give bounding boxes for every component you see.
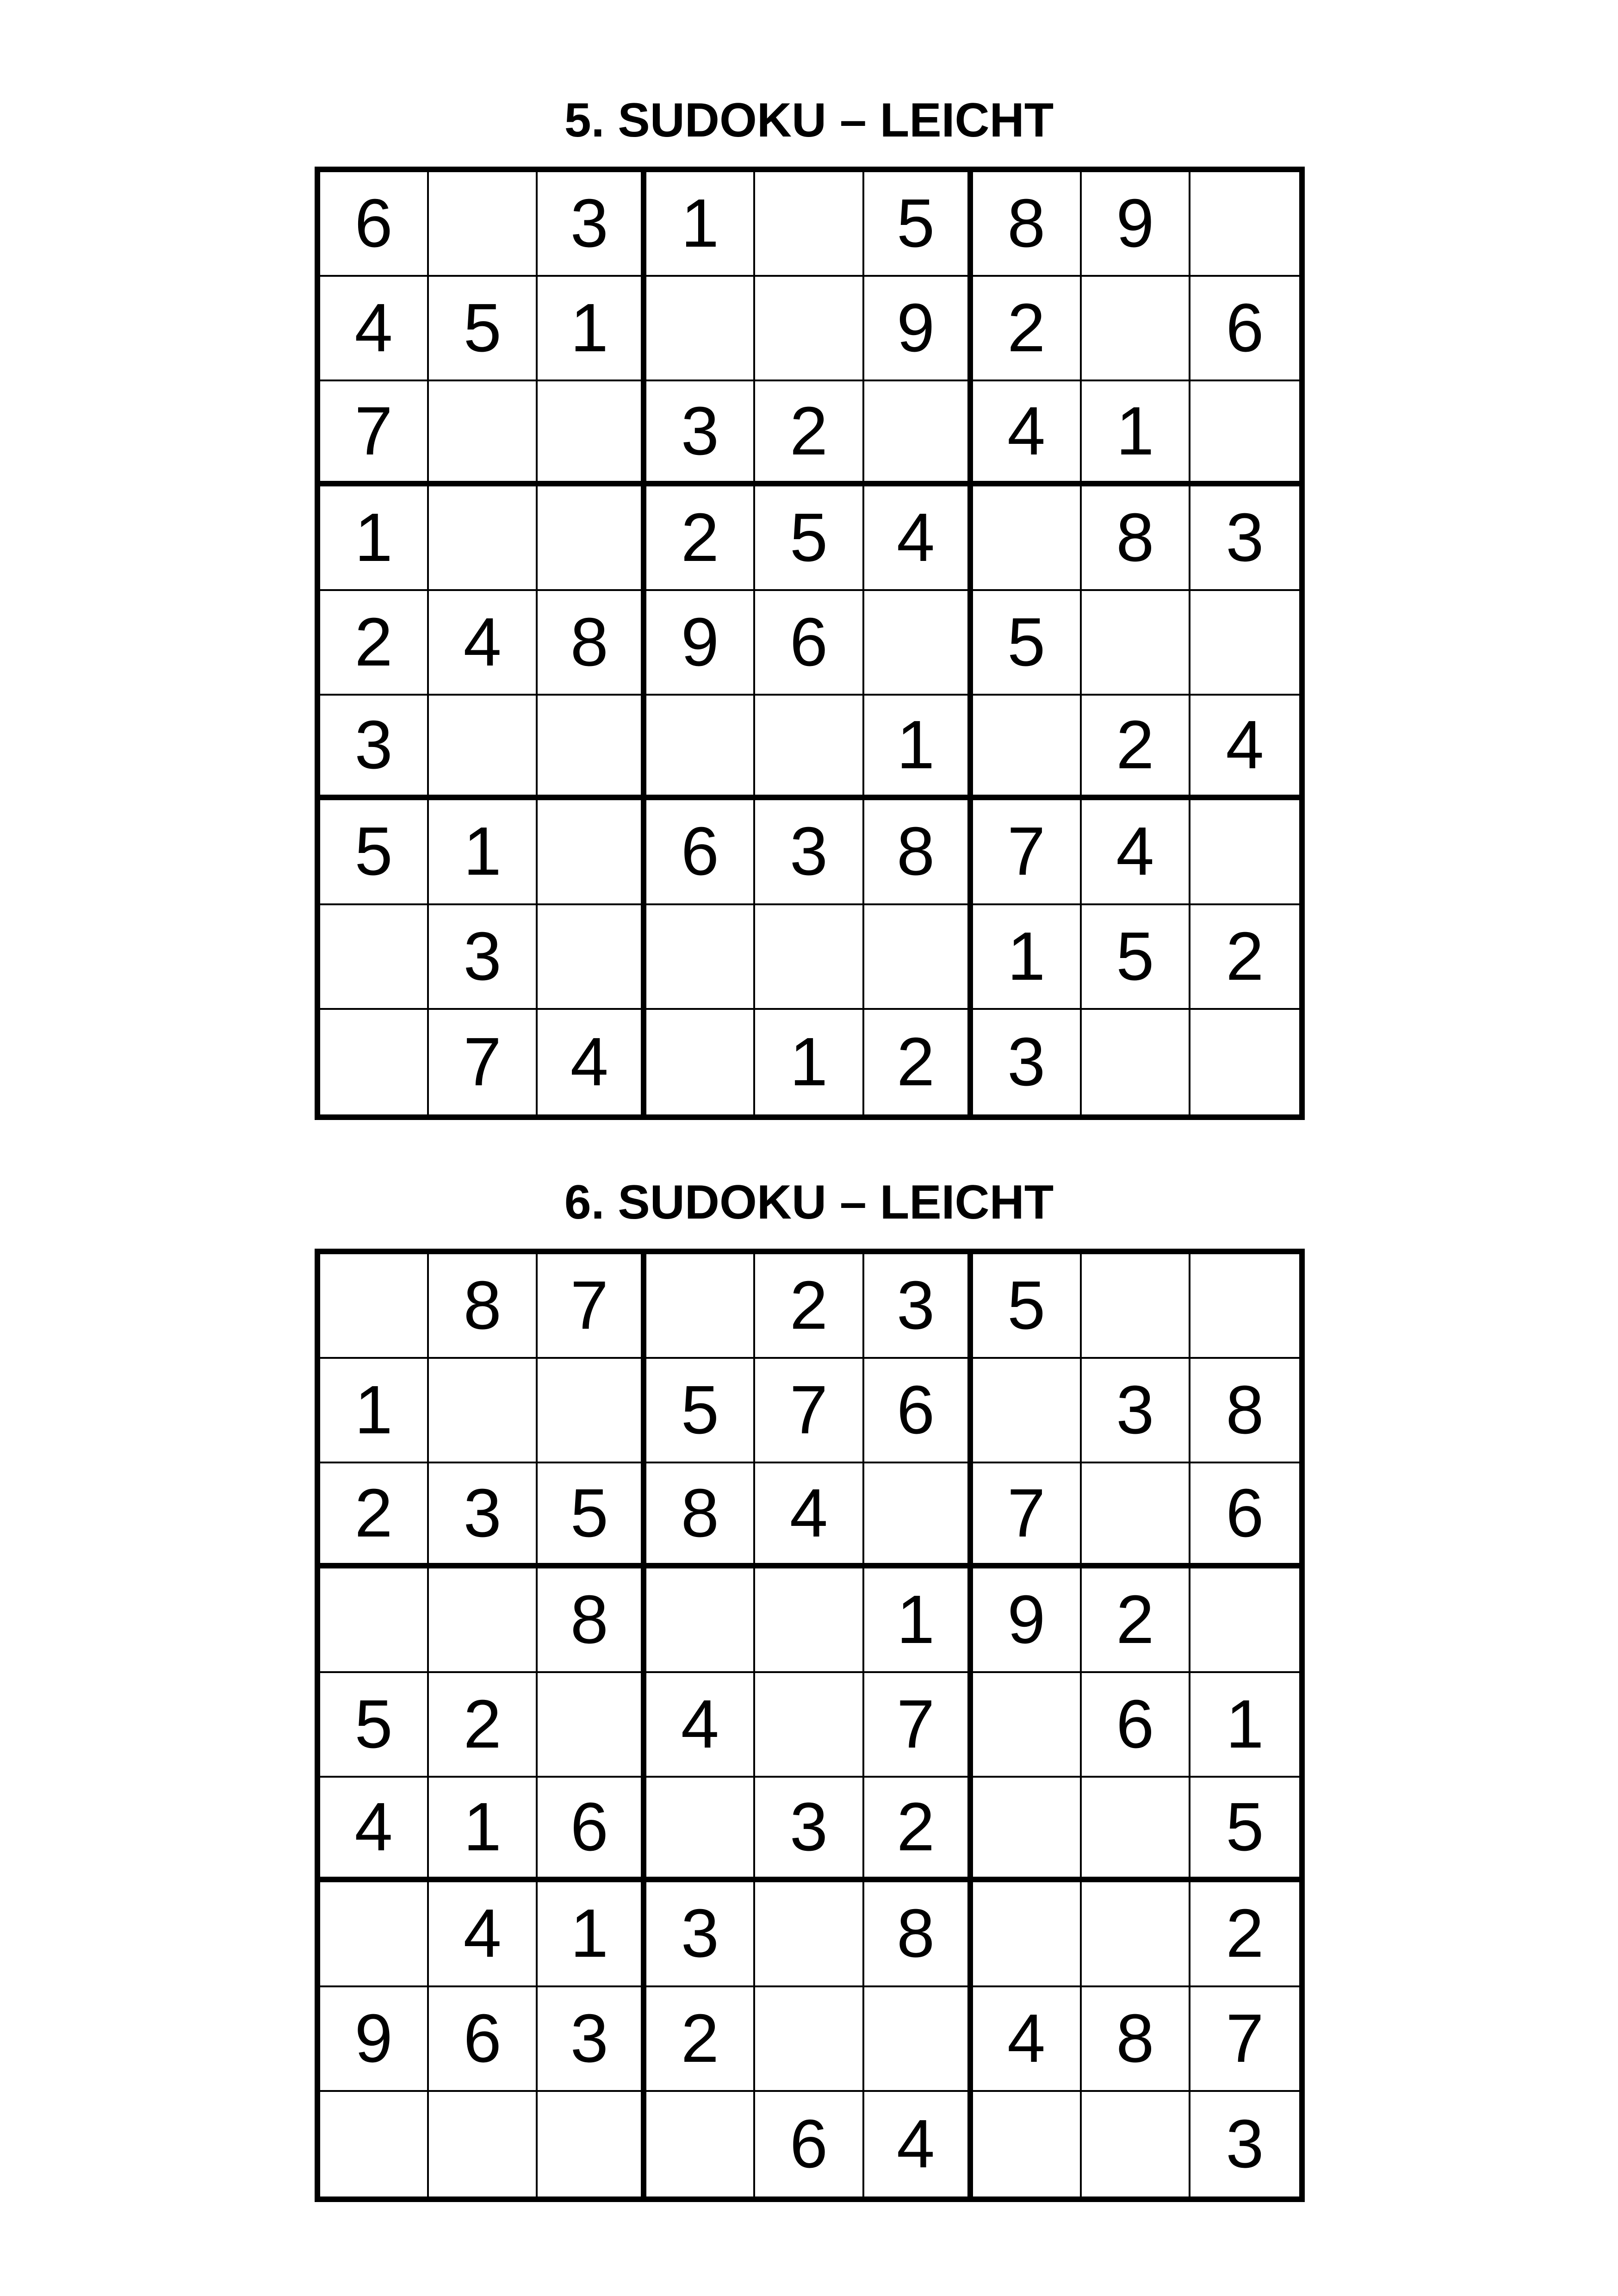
sudoku-cell[interactable]: 3 bbox=[538, 1987, 646, 2092]
sudoku-cell[interactable]: 8 bbox=[973, 172, 1082, 277]
sudoku-cell[interactable] bbox=[320, 1882, 429, 1987]
sudoku-cell[interactable] bbox=[755, 1987, 864, 2092]
sudoku-cell[interactable]: 1 bbox=[864, 696, 973, 800]
sudoku-cell[interactable]: 6 bbox=[320, 172, 429, 277]
sudoku-cell[interactable] bbox=[429, 381, 538, 486]
sudoku-cell[interactable] bbox=[1082, 1463, 1190, 1568]
sudoku-cell[interactable] bbox=[1190, 172, 1299, 277]
sudoku-cell[interactable]: 1 bbox=[1190, 1673, 1299, 1778]
sudoku-cell[interactable]: 6 bbox=[1190, 277, 1299, 381]
sudoku-grid bbox=[315, 167, 1305, 1120]
sudoku-cell[interactable]: 1 bbox=[538, 1882, 646, 1987]
sudoku-cell[interactable] bbox=[864, 381, 973, 486]
sudoku-cell[interactable]: 5 bbox=[1190, 1778, 1299, 1882]
sudoku-cell[interactable]: 6 bbox=[864, 1359, 973, 1463]
sudoku-cell[interactable] bbox=[755, 696, 864, 800]
sudoku-cell[interactable] bbox=[538, 1359, 646, 1463]
sudoku-cell[interactable]: 7 bbox=[864, 1673, 973, 1778]
sudoku-cell[interactable]: 3 bbox=[1082, 1359, 1190, 1463]
sudoku-cell[interactable] bbox=[864, 591, 973, 696]
sudoku-cell[interactable]: 5 bbox=[538, 1463, 646, 1568]
sudoku-cell[interactable]: 5 bbox=[973, 591, 1082, 696]
sudoku-cell[interactable]: 3 bbox=[864, 1254, 973, 1359]
sudoku-cell[interactable]: 4 bbox=[755, 1463, 864, 1568]
sudoku-cell[interactable]: 5 bbox=[429, 277, 538, 381]
sudoku-cell[interactable]: 4 bbox=[864, 2092, 973, 2196]
sudoku-cell[interactable] bbox=[973, 696, 1082, 800]
sudoku-cell[interactable] bbox=[1190, 1254, 1299, 1359]
sudoku-cell[interactable] bbox=[646, 1568, 755, 1673]
sudoku-cell[interactable] bbox=[755, 172, 864, 277]
sudoku-cell[interactable]: 7 bbox=[755, 1359, 864, 1463]
sudoku-cell[interactable]: 7 bbox=[538, 1254, 646, 1359]
sudoku-cell[interactable]: 2 bbox=[1190, 905, 1299, 1010]
sudoku-cell[interactable] bbox=[1082, 2092, 1190, 2196]
sudoku-cell[interactable] bbox=[864, 1463, 973, 1568]
sudoku-cell[interactable]: 8 bbox=[1082, 486, 1190, 591]
sudoku-cell[interactable]: 5 bbox=[320, 800, 429, 905]
sudoku-cell[interactable]: 5 bbox=[864, 172, 973, 277]
sudoku-cell[interactable] bbox=[646, 1254, 755, 1359]
sudoku-cell[interactable]: 6 bbox=[1190, 1463, 1299, 1568]
sudoku-cell[interactable]: 4 bbox=[973, 381, 1082, 486]
sudoku-cell[interactable]: 3 bbox=[429, 1463, 538, 1568]
sudoku-cell[interactable] bbox=[973, 1673, 1082, 1778]
sudoku-cell[interactable]: 3 bbox=[755, 800, 864, 905]
sudoku-cell[interactable] bbox=[320, 905, 429, 1010]
sudoku-cell[interactable]: 1 bbox=[429, 1778, 538, 1882]
sudoku-cell[interactable]: 1 bbox=[320, 1359, 429, 1463]
sudoku-cell[interactable]: 4 bbox=[1190, 696, 1299, 800]
sudoku-cell[interactable]: 4 bbox=[646, 1673, 755, 1778]
sudoku-cell[interactable] bbox=[1190, 591, 1299, 696]
sudoku-cell[interactable]: 2 bbox=[429, 1673, 538, 1778]
sudoku-cell[interactable] bbox=[973, 486, 1082, 591]
sudoku-cell[interactable] bbox=[973, 1359, 1082, 1463]
sudoku-cell[interactable] bbox=[973, 1882, 1082, 1987]
sudoku-cell[interactable] bbox=[538, 486, 646, 591]
sudoku-cell[interactable]: 4 bbox=[429, 591, 538, 696]
sudoku-cell[interactable]: 2 bbox=[1190, 1882, 1299, 1987]
sudoku-cell[interactable] bbox=[429, 2092, 538, 2196]
sudoku-cell[interactable] bbox=[864, 1987, 973, 2092]
sudoku-cell[interactable]: 3 bbox=[973, 1010, 1082, 1114]
sudoku-cell[interactable]: 9 bbox=[320, 1987, 429, 2092]
sudoku-cell[interactable]: 3 bbox=[1190, 486, 1299, 591]
puzzle-title: 6. SUDOKU – LEICHT bbox=[564, 1176, 1054, 1229]
sudoku-cell[interactable]: 8 bbox=[429, 1254, 538, 1359]
sudoku-cell[interactable] bbox=[429, 1568, 538, 1673]
sudoku-cell[interactable]: 9 bbox=[864, 277, 973, 381]
sudoku-cell[interactable] bbox=[429, 696, 538, 800]
sudoku-cell[interactable] bbox=[1082, 1254, 1190, 1359]
sudoku-cell[interactable]: 6 bbox=[1082, 1673, 1190, 1778]
sudoku-cell[interactable] bbox=[320, 2092, 429, 2196]
sudoku-cell[interactable]: 8 bbox=[1082, 1987, 1190, 2092]
sudoku-cell[interactable]: 3 bbox=[1226, 2105, 1264, 2182]
sudoku-cell[interactable]: 1 bbox=[973, 905, 1082, 1010]
sudoku-cell[interactable]: 8 bbox=[646, 1463, 755, 1568]
sudoku-cell[interactable] bbox=[755, 1882, 864, 1987]
sudoku-cell[interactable]: 6 bbox=[755, 591, 864, 696]
sudoku-cell[interactable] bbox=[1190, 381, 1299, 486]
sudoku-cell[interactable]: 2 bbox=[1082, 1568, 1190, 1673]
sudoku-cell[interactable] bbox=[864, 905, 973, 1010]
sudoku-cell[interactable] bbox=[1082, 591, 1190, 696]
sudoku-cell[interactable]: 7 bbox=[973, 800, 1082, 905]
sudoku-cell[interactable] bbox=[973, 1778, 1082, 1882]
sudoku-cell[interactable] bbox=[646, 905, 755, 1010]
sudoku-cell[interactable]: 8 bbox=[538, 1568, 646, 1673]
sudoku-cell[interactable] bbox=[755, 1673, 864, 1778]
sudoku-cell[interactable]: 2 bbox=[973, 277, 1082, 381]
sudoku-cell[interactable]: 4 bbox=[538, 1010, 646, 1114]
sudoku-cell[interactable]: 5 bbox=[755, 486, 864, 591]
sudoku-cell[interactable] bbox=[755, 277, 864, 381]
sudoku-cell[interactable]: 9 bbox=[646, 591, 755, 696]
sudoku-cell[interactable] bbox=[755, 905, 864, 1010]
sudoku-cell[interactable] bbox=[646, 1010, 755, 1114]
sudoku-cell[interactable]: 4 bbox=[973, 1987, 1082, 2092]
sudoku-cell[interactable] bbox=[1082, 1010, 1190, 1114]
sudoku-cell[interactable] bbox=[538, 2092, 646, 2196]
sudoku-cell[interactable] bbox=[1082, 1882, 1190, 1987]
sudoku-cell[interactable] bbox=[320, 1010, 429, 1114]
sudoku-cell[interactable] bbox=[320, 1568, 429, 1673]
sudoku-cell[interactable] bbox=[1190, 1010, 1299, 1114]
sudoku-cell[interactable] bbox=[646, 696, 755, 800]
sudoku-cell[interactable]: 7 bbox=[429, 1010, 538, 1114]
sudoku-cell[interactable] bbox=[646, 1778, 755, 1882]
sudoku-cell[interactable]: 3 bbox=[538, 172, 646, 277]
sudoku-cell[interactable]: 2 bbox=[646, 1987, 755, 2092]
sudoku-cell[interactable]: 6 bbox=[538, 1778, 646, 1882]
sudoku-cell[interactable]: 5 bbox=[973, 1254, 1082, 1359]
sudoku-cell[interactable]: 4 bbox=[429, 1882, 538, 1987]
sudoku-grid bbox=[315, 1249, 1305, 2202]
sudoku-cell[interactable]: 4 bbox=[320, 277, 429, 381]
sudoku-cell[interactable]: 4 bbox=[864, 486, 973, 591]
sudoku-cell[interactable]: 2 bbox=[1082, 696, 1190, 800]
sudoku-cell[interactable]: 4 bbox=[1082, 800, 1190, 905]
sudoku-cell[interactable]: 3 bbox=[320, 696, 429, 800]
sudoku-cell[interactable]: 9 bbox=[1082, 172, 1190, 277]
sudoku-cell[interactable] bbox=[646, 2092, 755, 2196]
sudoku-cell[interactable]: 2 bbox=[320, 1463, 429, 1568]
sudoku-cell[interactable]: 8 bbox=[538, 591, 646, 696]
sudoku-cell[interactable] bbox=[429, 486, 538, 591]
sudoku-cell[interactable] bbox=[1082, 277, 1190, 381]
sudoku-cell[interactable]: 1 bbox=[429, 800, 538, 905]
sudoku-cell[interactable] bbox=[538, 696, 646, 800]
sudoku-cell[interactable]: 8 bbox=[864, 800, 973, 905]
sudoku-cell[interactable]: 2 bbox=[646, 486, 755, 591]
sudoku-cell[interactable]: 1 bbox=[755, 1010, 864, 1114]
sudoku-cell[interactable]: 7 bbox=[973, 1463, 1082, 1568]
sudoku-cell[interactable] bbox=[320, 1254, 429, 1359]
sudoku-cell[interactable]: 2 bbox=[864, 1010, 973, 1114]
sudoku-cell[interactable]: 3 bbox=[429, 905, 538, 1010]
sudoku-cell[interactable]: 1 bbox=[538, 277, 646, 381]
sudoku-cell[interactable]: 1 bbox=[646, 172, 755, 277]
sudoku-cell[interactable]: 2 bbox=[320, 591, 429, 696]
sudoku-cell[interactable] bbox=[973, 2092, 1082, 2196]
sudoku-cell[interactable]: 1 bbox=[864, 1568, 973, 1673]
sudoku-cell[interactable]: 3 bbox=[755, 1778, 864, 1882]
sudoku-cell[interactable] bbox=[429, 1359, 538, 1463]
sudoku-cell[interactable] bbox=[538, 1673, 646, 1778]
sudoku-cell[interactable]: 5 bbox=[320, 1673, 429, 1778]
sudoku-cell[interactable]: 1 bbox=[1082, 381, 1190, 486]
sudoku-cell[interactable] bbox=[538, 800, 646, 905]
sudoku-cell[interactable]: 2 bbox=[864, 1778, 973, 1882]
sudoku-cell[interactable] bbox=[646, 277, 755, 381]
sudoku-cell[interactable]: 8 bbox=[864, 1882, 973, 1987]
sudoku-cell[interactable]: 2 bbox=[755, 381, 864, 486]
sudoku-cell[interactable]: 6 bbox=[429, 1987, 538, 2092]
puzzle-title: 5. SUDOKU – LEICHT bbox=[564, 93, 1054, 147]
sudoku-cell[interactable]: 8 bbox=[1190, 1359, 1299, 1463]
sudoku-cell[interactable]: 2 bbox=[755, 1254, 864, 1359]
sudoku-cell[interactable]: 4 bbox=[320, 1778, 429, 1882]
sudoku-cell[interactable]: 6 bbox=[755, 2092, 864, 2196]
sudoku-cell[interactable]: 3 bbox=[646, 1882, 755, 1987]
sudoku-cell[interactable]: 7 bbox=[1190, 1987, 1299, 2092]
sudoku-cell[interactable] bbox=[538, 381, 646, 486]
sudoku-cell[interactable] bbox=[755, 1568, 864, 1673]
sudoku-cell[interactable] bbox=[429, 172, 538, 277]
sudoku-cell[interactable] bbox=[1082, 1778, 1190, 1882]
sudoku-cell[interactable]: 9 bbox=[973, 1568, 1082, 1673]
sudoku-cell[interactable]: 7 bbox=[320, 381, 429, 486]
sudoku-cell[interactable]: 5 bbox=[646, 1359, 755, 1463]
sudoku-cell[interactable] bbox=[1190, 1568, 1299, 1673]
sudoku-cell[interactable]: 5 bbox=[1082, 905, 1190, 1010]
sudoku-cell[interactable] bbox=[538, 905, 646, 1010]
sudoku-cell[interactable] bbox=[1190, 800, 1299, 905]
sudoku-cell[interactable]: 6 bbox=[646, 800, 755, 905]
sudoku-cell[interactable]: 3 bbox=[646, 381, 755, 486]
sudoku-cell[interactable]: 1 bbox=[320, 486, 429, 591]
